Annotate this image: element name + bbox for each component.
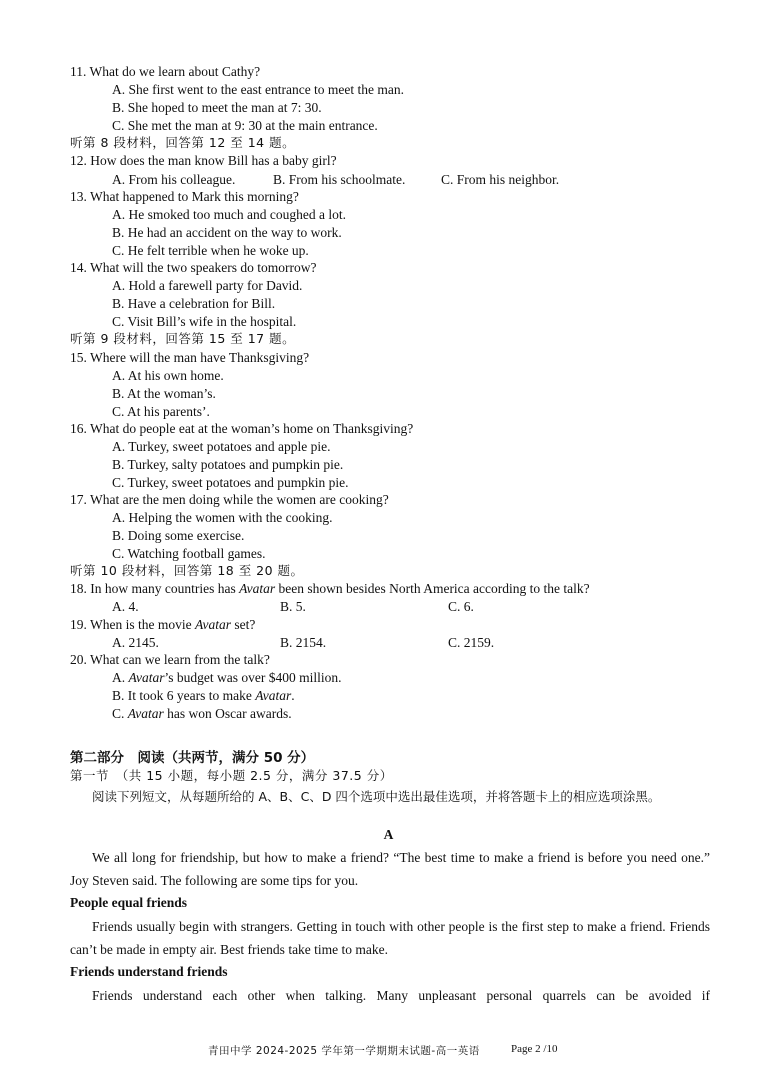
reading-instruction: 阅读下列短文，从每题所给的 A、B、C、D 四个选项中选出最佳选项，并将答题卡上的相应选项涂黑。 (92, 789, 661, 804)
question-17: 17. What are the men doing while the women are cooking? (70, 492, 389, 507)
q20-option-b (112, 688, 295, 704)
q18-text-post: been shown besides North America according to the talk? (275, 581, 590, 596)
question-14: 14. What will the two speakers do tomorrow? (70, 260, 317, 275)
question-16: 16. What do people eat at the woman’s home on Thanksgiving? (70, 421, 414, 436)
q17-option-a: A. Helping the women with the cooking. (112, 510, 333, 525)
passage-paragraph-2: Friends usually begin with strangers. Getting in touch with other people is the first step to make a friend. Friends can’t be made in empty air. Best friends take time to make. (70, 919, 710, 957)
q12-option-c: C. From his neighbor. (441, 172, 560, 187)
q17-option-c: C. Watching football games. (112, 546, 266, 561)
q20-c-title: Avatar (127, 706, 164, 721)
question-12: 12. How does the man know Bill has a baby girl? (70, 153, 337, 168)
part-2-title: 第二部分 阅读（共两节，满分 50 分） (70, 750, 315, 766)
question-11: 11. What do we learn about Cathy? (70, 64, 261, 79)
q14-option-c: C. Visit Bill’s wife in the hospital. (112, 314, 297, 329)
section-9-instruction: 听第 9 段材料，回答第 15 至 17 题。 (70, 331, 296, 346)
q14-option-b: B. Have a celebration for Bill. (112, 296, 276, 311)
q20-c-post: has won Oscar awards. (163, 706, 292, 721)
question-19 (70, 617, 255, 633)
q16-option-b: B. Turkey, salty potatoes and pumpkin pie. (112, 457, 344, 472)
subheading-friends-understand: Friends understand friends (70, 964, 228, 979)
q11-option-b: B. She hoped to meet the man at 7: 30. (112, 100, 322, 115)
q19-text-post: set? (230, 617, 256, 632)
footer-page-number: Page 2 /10 (511, 1043, 558, 1055)
q18-text-pre: 18. In how many countries has (70, 581, 240, 596)
section-1-header: 第一节 （共 15 小题，每小题 2.5 分，满分 37.5 分） (70, 768, 393, 783)
q19-option-b: B. 2154. (280, 635, 327, 650)
section-10-instruction: 听第 10 段材料，回答第 18 至 20 题。 (70, 563, 304, 578)
q20-b-post: . (291, 688, 295, 703)
q18-option-c: C. 6. (448, 599, 474, 614)
q13-option-b: B. He had an accident on the way to work. (112, 225, 342, 240)
q13-option-c: C. He felt terrible when he woke up. (112, 243, 309, 258)
q11-option-a: A. She first went to the east entrance to meet the man. (112, 82, 405, 97)
q20-option-a (112, 670, 341, 686)
q20-option-c (112, 706, 292, 722)
q20-b-pre: B. It took 6 years to make (112, 688, 256, 703)
question-18 (70, 581, 590, 597)
q16-option-a: A. Turkey, sweet potatoes and apple pie. (112, 439, 331, 454)
passage-paragraph-3: Friends understand each other when talking. Many unpleasant personal quarrels can be avoided if (92, 988, 710, 1003)
q11-option-c: C. She met the man at 9: 30 at the main entrance. (112, 118, 378, 133)
q12-option-b: B. From his schoolmate. (273, 172, 406, 187)
question-15: 15. Where will the man have Thanksgiving? (70, 350, 310, 365)
question-20: 20. What can we learn from the talk? (70, 652, 270, 667)
q20-a-title: Avatar (128, 670, 165, 685)
q13-option-a: A. He smoked too much and coughed a lot. (112, 207, 346, 222)
q17-option-b: B. Doing some exercise. (112, 528, 245, 543)
footer-school-title: 青田中学 2024-2025 学年第一学期期末试题-高一英语 (208, 1045, 480, 1057)
q18-option-a: A. 4. (112, 599, 139, 614)
passage-paragraph-1: We all long for friendship, but how to make a friend? “The best time to make a friend is before you need one.” Joy Steven said. The following are some tips for you. (70, 850, 710, 888)
question-13: 13. What happened to Mark this morning? (70, 189, 299, 204)
q12-option-a: A. From his colleague. (112, 172, 236, 187)
q20-b-title: Avatar (255, 688, 292, 703)
q20-c-pre: C. (112, 706, 128, 721)
passage-label: A (383, 827, 394, 842)
q20-a-pre: A. (112, 670, 129, 685)
q15-option-c: C. At his parents’. (112, 404, 210, 419)
q15-option-a: A. At his own home. (112, 368, 224, 383)
q14-option-a: A. Hold a farewell party for David. (112, 278, 303, 293)
section-8-instruction: 听第 8 段材料，回答第 12 至 14 题。 (70, 135, 296, 150)
q19-text-pre: 19. When is the movie (70, 617, 195, 632)
q20-a-post: ’s budget was over $400 million. (164, 670, 342, 685)
subheading-people-equal-friends: People equal friends (70, 895, 187, 910)
q19-option-c: C. 2159. (448, 635, 495, 650)
q15-option-b: B. At the woman’s. (112, 386, 216, 401)
q18-movie-title: Avatar (239, 581, 276, 596)
q19-option-a: A. 2145. (112, 635, 159, 650)
q19-movie-title: Avatar (194, 617, 231, 632)
q16-option-c: C. Turkey, sweet potatoes and pumpkin pie. (112, 475, 349, 490)
q18-option-b: B. 5. (280, 599, 306, 614)
